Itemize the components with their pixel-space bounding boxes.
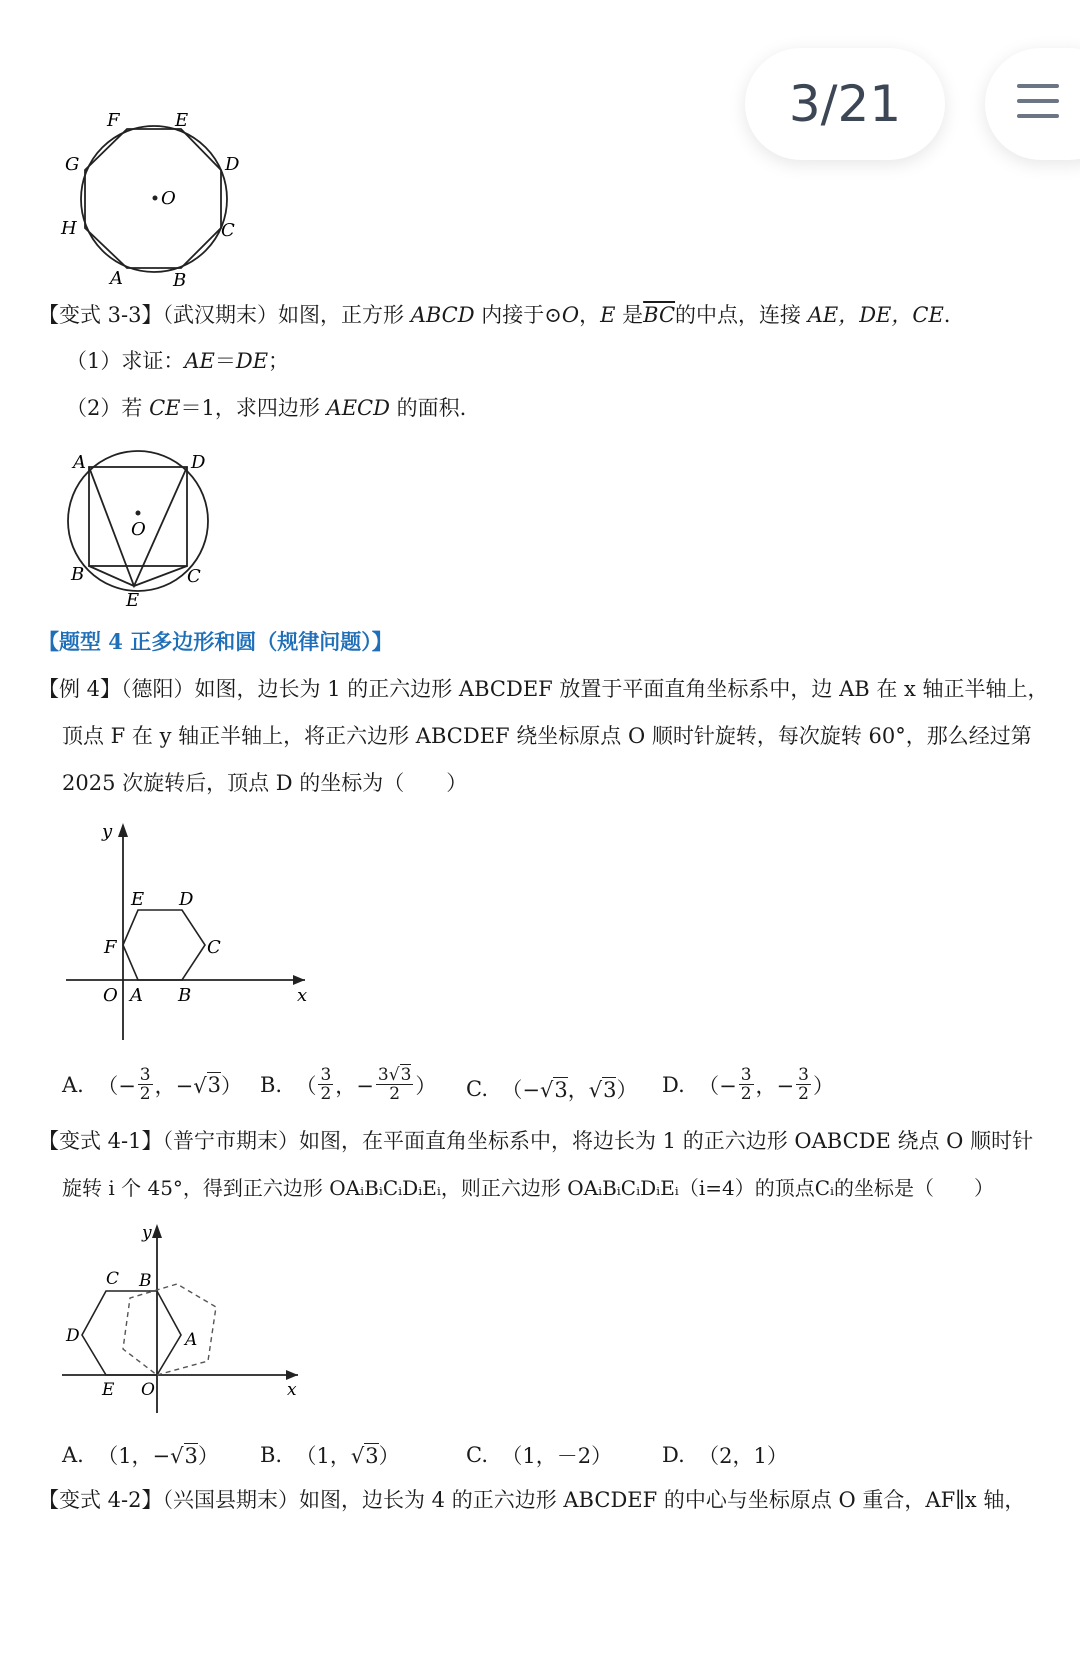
v41-option-C[interactable]: C. （1，－2）	[466, 1443, 613, 1468]
v41-option-A[interactable]: A. （1，−√ 3 ）	[62, 1443, 219, 1468]
hex2-label-x: x	[287, 1380, 297, 1400]
hex2-label-A: A	[185, 1330, 198, 1350]
sq-label-A: A	[73, 452, 86, 473]
hex2-label-y: y	[142, 1223, 152, 1243]
hex2-label-C: C	[106, 1269, 120, 1289]
oct-label-H: H	[61, 218, 77, 239]
hex2-label-E: E	[102, 1380, 115, 1400]
v41-option-B[interactable]: B. （1，√ 3 ）	[260, 1443, 400, 1468]
v42-line1: 【变式 4-2】（兴国县期末）如图，边长为 4 的正六边形 ABCDEF 的中心与坐标原点 O 重合，AF∥x 轴，	[38, 1488, 1026, 1512]
hex1-label-y: y	[102, 821, 113, 842]
oct-label-G: G	[65, 154, 80, 175]
oct-label-A: A	[110, 268, 123, 289]
page-indicator[interactable]	[745, 48, 945, 160]
ex4-line3: 2025 次旋转后，顶点 D 的坐标为（ ）	[62, 771, 468, 795]
v33-q2: （2）若 CE＝1，求四边形 AECD 的面积.	[66, 396, 467, 420]
page-indicator-text: 3/21	[788, 75, 902, 133]
sq-label-E: E	[126, 590, 140, 611]
v41-line1: 【变式 4-1】（普宁市期末）如图，在平面直角坐标系中，将边长为 1 的正六边形 OABCDE 绕点 O 顺时针	[38, 1129, 1034, 1153]
hex1-label-E: E	[131, 889, 145, 910]
sq-label-O: O	[131, 519, 146, 540]
section-title-4: 【题型 4 正多边形和圆（规律问题）】	[38, 629, 393, 654]
ex4-option-B[interactable]: B. （ $\frac{3}{2}$ ，− $\frac{3√3}{2}$ ）	[260, 1065, 437, 1104]
oct-label-B: B	[173, 270, 187, 290]
hex2-label-B: B	[139, 1271, 152, 1291]
oct-label-D: D	[225, 154, 240, 175]
octagon-figure	[55, 100, 255, 290]
menu-button[interactable]	[985, 48, 1080, 160]
ex4-line2: 顶点 F 在 y 轴正半轴上，将正六边形 ABCDEF 绕坐标原点 O 顺时针旋转，每次旋转 60°，那么经过第	[62, 724, 1032, 748]
v33-line: 【变式 3-3】（武汉期末）如图，正方形 ABCD 内接于⊙O，E 是$\overline{BC}$的中点，连接 AE，DE，CE.	[38, 303, 951, 327]
sq-label-C: C	[187, 566, 201, 587]
hex1-label-D: D	[179, 889, 194, 910]
v41-line2: 旋转 i 个 45°，得到正六边形 OAᵢBᵢCᵢDᵢEᵢ，则正六边形 OAᵢBᵢCᵢDᵢEᵢ（i=4）的顶点Cᵢ的坐标是（ ）	[62, 1176, 995, 1200]
hex1-label-x: x	[297, 985, 308, 1006]
ex4-line1: 【例 4】（德阳）如图，边长为 1 的正六边形 ABCDEF 放置于平面直角坐标系中，边 AB 在 x 轴正半轴上，	[38, 677, 1049, 701]
oct-label-O: O	[161, 188, 176, 209]
oct-label-E: E	[175, 110, 189, 131]
ex4-option-A[interactable]: A. （− $\frac{3}{2}$ ，−√ 3 ）	[62, 1065, 242, 1104]
v41-option-D[interactable]: D. （2，1）	[662, 1443, 788, 1468]
ex4-option-C[interactable]: C. （−√ 3 ，√ 3 ）	[466, 1077, 638, 1102]
rotated-hexagon-figure	[58, 1218, 318, 1418]
ex4-option-D[interactable]: D. （− $\frac{3}{2}$ ，− $\frac{3}{2}$ ）	[662, 1065, 834, 1104]
square-figure	[55, 442, 230, 617]
oct-label-F: F	[107, 110, 120, 131]
hex1-label-A: A	[130, 985, 143, 1006]
hex2-label-D: D	[66, 1326, 80, 1346]
sq-label-B: B	[71, 564, 85, 585]
hex1-label-F: F	[104, 937, 117, 958]
hex1-label-O: O	[103, 985, 118, 1006]
v33-q1: （1）求证：AE＝DE；	[66, 349, 290, 373]
menu-icon	[1017, 84, 1059, 129]
hex1-label-C: C	[207, 937, 221, 958]
sq-label-D: D	[191, 452, 206, 473]
oct-label-C: C	[221, 220, 235, 241]
hex2-label-O: O	[141, 1380, 155, 1400]
hexagon-axes-figure	[60, 815, 320, 1045]
hex1-label-B: B	[178, 985, 192, 1006]
